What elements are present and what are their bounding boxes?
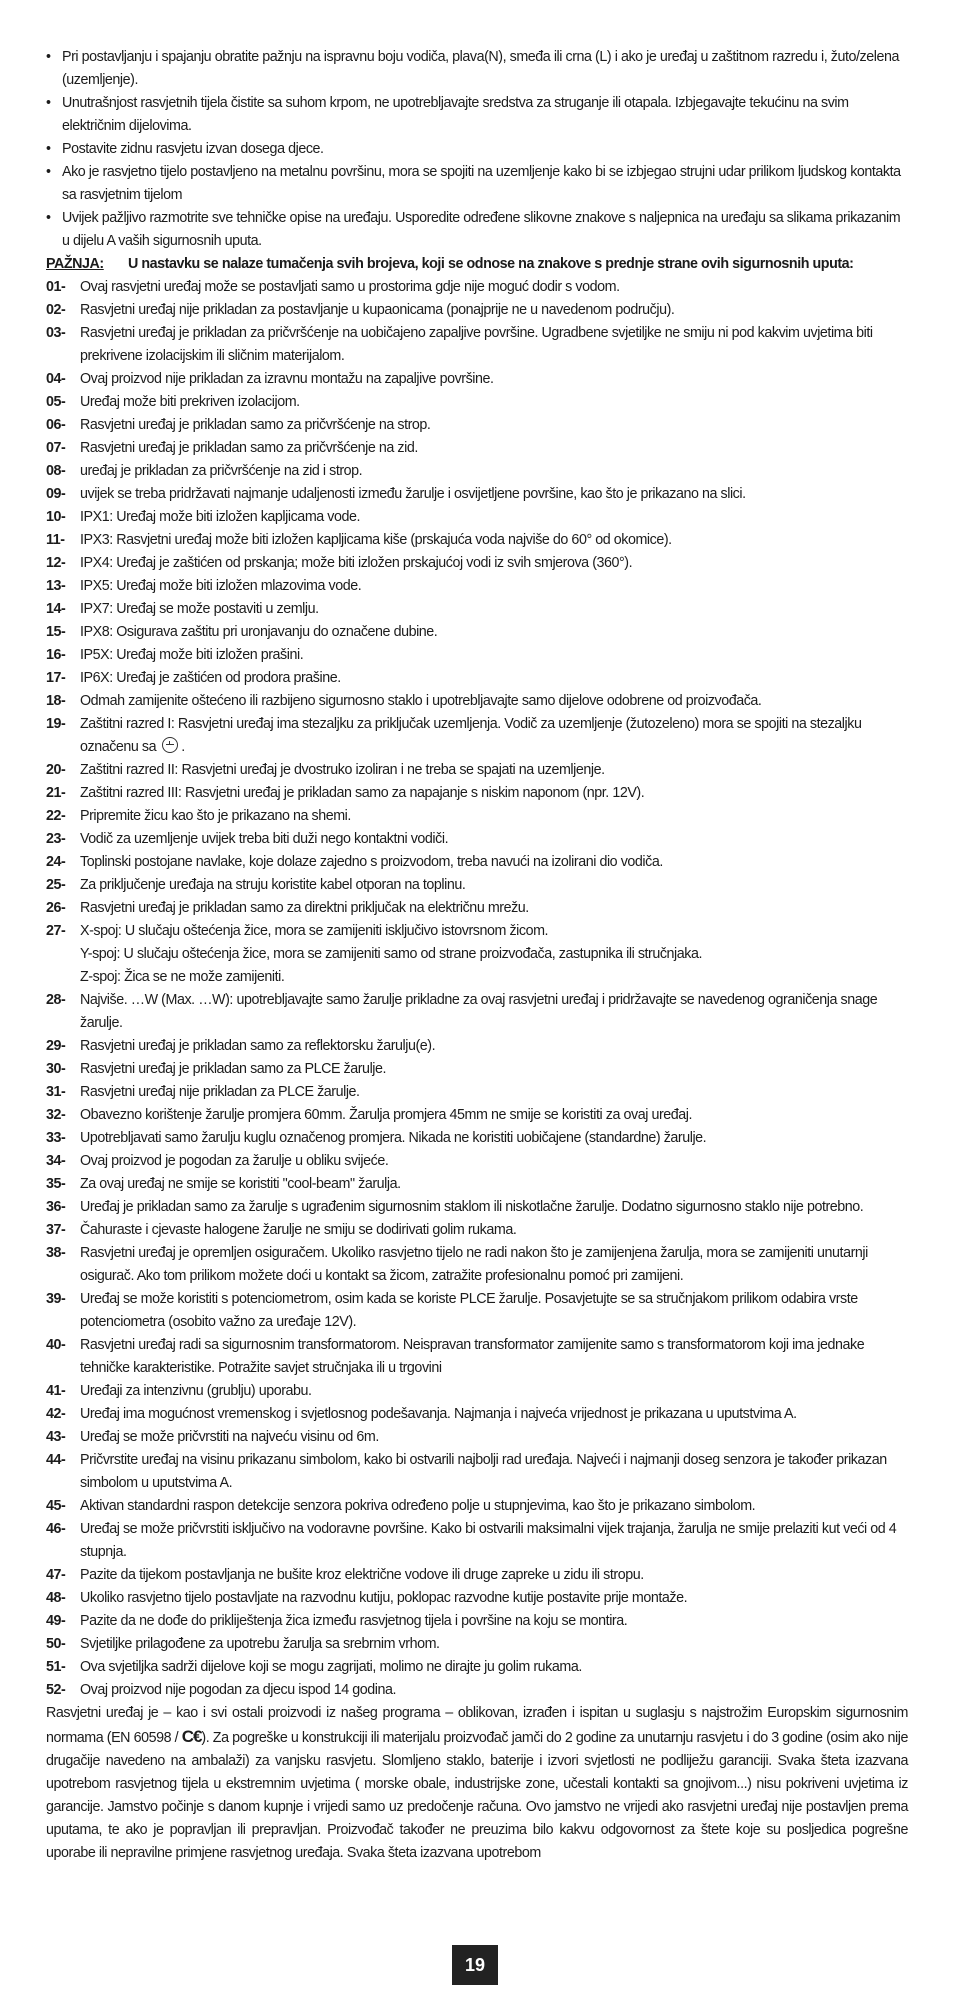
item-number: 47- xyxy=(46,1567,66,1583)
item-text: Uređaj se može koristiti s potenciometrom, osim kada se koriste PLCE žarulje. Posavjetujte se sa stručnjakom prilikom odabira vrste potenciometra (osobito važno za uređaje 12V). xyxy=(80,1291,858,1330)
item-text: X-spoj: U slučaju oštećenja žice, mora se zamijeniti isključivo istovrsnom žicom. xyxy=(80,923,549,939)
numbered-item xyxy=(46,391,908,414)
item-number: 34- xyxy=(46,1153,66,1169)
item-text: Ova svjetiljka sadrži dijelove koji se mogu zagrijati, molimo ne dirajte ju golim rukama. xyxy=(80,1659,582,1675)
item-text: Uređaj je prikladan samo za žarulje s ugrađenim sigurnosnim staklom ili niskotlačne žarulje. Dodatno sigurnosno staklo nije potrebno. xyxy=(80,1199,864,1215)
item-text: Upotrebljavati samo žarulju kuglu označenog promjera. Nikada ne koristiti uobičajene (standardne) žarulje. xyxy=(80,1130,707,1146)
item-text: Uređaj se može pričvrstiti na najveću visinu od 6m. xyxy=(80,1429,379,1445)
numbered-item xyxy=(46,552,908,575)
numbered-item xyxy=(46,437,908,460)
item-number: 51- xyxy=(46,1659,66,1675)
numbered-item xyxy=(46,1219,908,1242)
numbered-item xyxy=(46,1173,908,1196)
item-number: 21- xyxy=(46,785,66,801)
numbered-item xyxy=(46,483,908,506)
numbered-item xyxy=(46,1380,908,1403)
bullet-dot-icon: • xyxy=(46,95,51,111)
item-number: 36- xyxy=(46,1199,66,1215)
item-text: uređaj je prikladan za pričvršćenje na zid i strop. xyxy=(80,463,363,479)
item-number: 06- xyxy=(46,417,66,433)
item-number: 02- xyxy=(46,302,66,318)
item-number: 11- xyxy=(46,532,65,548)
item-text: IPX8: Osigurava zaštitu pri uronjavanju do označene dubine. xyxy=(80,624,438,640)
item-number: 07- xyxy=(46,440,66,456)
item-number: 27- xyxy=(46,923,66,939)
document-page xyxy=(46,46,908,1865)
item-text: Rasvjetni uređaj je prikladan samo za direktni priključak na električnu mrežu. xyxy=(80,900,529,916)
item-number: 20- xyxy=(46,762,66,778)
bullet-text: Ako je rasvjetno tijelo postavljeno na metalnu površinu, mora se spojiti na uzemljenje kako bi se izbjegao strujni udar prilikom ljudskog kontakta sa rasvjetnim tijelom xyxy=(62,164,901,203)
numbered-item xyxy=(46,1679,908,1702)
warranty-text-start: Rasvjetni uređaj je – kao i svi ostali proizvodi iz našeg programa – oblikovan, izrađen i ispitan u suglasju s najstrožim Europskim sigurnosnim normama (EN 60598 / xyxy=(46,1705,908,1746)
ce-mark-icon: C€ xyxy=(181,1727,202,1746)
item-number: 28- xyxy=(46,992,66,1008)
item-number: 17- xyxy=(46,670,66,686)
item-number: 52- xyxy=(46,1682,66,1698)
item-text: Zaštitni razred III: Rasvjetni uređaj je prikladan samo za napajanje s niskim naponom (npr. 12V). xyxy=(80,785,645,801)
ground-symbol-icon xyxy=(162,737,178,753)
item-text: IPX3: Rasvjetni uređaj može biti izložen kapljicama kiše (prskajuća voda najviše do 60° od okomice). xyxy=(80,532,672,548)
item-text: Zaštitni razred II: Rasvjetni uređaj je dvostruko izoliran i ne treba se spajati na uzemljenje. xyxy=(80,762,605,778)
numbered-item xyxy=(46,598,908,621)
item-text: Ovaj proizvod je pogodan za žarulje u obliku svijeće. xyxy=(80,1153,389,1169)
item-number: 49- xyxy=(46,1613,66,1629)
item-number: 26- xyxy=(46,900,66,916)
item-text: Uređaj se može pričvrstiti isključivo na vodoravne površine. Kako bi ostvarili maksimalni vijek trajanja, žarulja ne smije prelaziti kut veći od 4 stupnja. xyxy=(80,1521,897,1560)
numbered-item xyxy=(46,805,908,828)
numbered-item xyxy=(46,644,908,667)
bullet-item xyxy=(46,92,908,138)
item-number: 37- xyxy=(46,1222,66,1238)
numbered-item xyxy=(46,506,908,529)
warning-label: PAŽNJA: xyxy=(46,256,104,272)
numbered-item xyxy=(46,1564,908,1587)
numbered-item xyxy=(46,1081,908,1104)
numbered-item xyxy=(46,1127,908,1150)
item-text: Ovaj proizvod nije prikladan za izravnu montažu na zapaljive površine. xyxy=(80,371,494,387)
item-text: Uređaj ima mogućnost vremenskog i svjetlosnog podešavanja. Najmanja i najveća vrijednost je prikazana u uputstvima A. xyxy=(80,1406,797,1422)
item-number: 46- xyxy=(46,1521,66,1537)
item-number: 14- xyxy=(46,601,66,617)
item-text: Za priključenje uređaja na struju koristite kabel otporan na toplinu. xyxy=(80,877,466,893)
item-number: 39- xyxy=(46,1291,66,1307)
item-number: 33- xyxy=(46,1130,66,1146)
item-number: 29- xyxy=(46,1038,66,1054)
item-number: 45- xyxy=(46,1498,66,1514)
item-suffix: . xyxy=(181,739,185,755)
numbered-item xyxy=(46,368,908,391)
numbered-item xyxy=(46,299,908,322)
numbered-item xyxy=(46,897,908,920)
numbered-item xyxy=(46,1495,908,1518)
item-text: IPX4: Uređaj je zaštićen od prskanja; može biti izložen prskajućoj vodi iz svih smjerova (360°). xyxy=(80,555,633,571)
item-text: Pripremite žicu kao što je prikazano na shemi. xyxy=(80,808,351,824)
item-number: 24- xyxy=(46,854,66,870)
item-number: 30- xyxy=(46,1061,66,1077)
numbered-item xyxy=(46,1610,908,1633)
numbered-item xyxy=(46,782,908,805)
numbered-item xyxy=(46,1587,908,1610)
numbered-item xyxy=(46,667,908,690)
item-number: 50- xyxy=(46,1636,66,1652)
numbered-item xyxy=(46,1518,908,1564)
item-number: 09- xyxy=(46,486,66,502)
numbered-item xyxy=(46,759,908,782)
item-subline: Z-spoj: Žica se ne može zamijeniti. xyxy=(80,969,285,985)
item-text: Obavezno korištenje žarulje promjera 60mm. Žarulja promjera 45mm ne smije se koristiti za ovaj uređaj. xyxy=(80,1107,693,1123)
numbered-item xyxy=(46,1058,908,1081)
item-text: Rasvjetni uređaj je prikladan samo za PLCE žarulje. xyxy=(80,1061,387,1077)
numbered-item xyxy=(46,1449,908,1495)
item-text: Pazite da tijekom postavljanja ne bušite kroz električne vodove ili druge zapreke u zidu ili stropu. xyxy=(80,1567,644,1583)
item-number: 18- xyxy=(46,693,66,709)
item-number: 38- xyxy=(46,1245,66,1261)
item-number: 44- xyxy=(46,1452,66,1468)
numbered-items-list xyxy=(46,276,908,1702)
item-text: IPX5: Uređaj može biti izložen mlazovima vode. xyxy=(80,578,362,594)
bullet-text: Postavite zidnu rasvjetu izvan dosega djece. xyxy=(62,141,324,157)
numbered-item xyxy=(46,414,908,437)
numbered-item xyxy=(46,690,908,713)
item-text: IP6X: Uređaj je zaštićen od prodora prašine. xyxy=(80,670,341,686)
numbered-item xyxy=(46,1656,908,1679)
numbered-item xyxy=(46,874,908,897)
numbered-item xyxy=(46,575,908,598)
bullet-text: Unutrašnjost rasvjetnih tijela čistite sa suhom krpom, ne upotrebljavajte sredstva za struganje ili otapala. Izbjegavajte tekućinu na svim električnim dijelovima. xyxy=(62,95,849,134)
item-text: Rasvjetni uređaj radi sa sigurnosnim transformatorom. Neispravan transformator zamijenite samo s transformatorom koji ima jednake tehničke karakteristike. Potražite savjet stručnjaka ili u trgovini xyxy=(80,1337,865,1376)
item-text: Rasvjetni uređaj nije prikladan za postavljanje u kupaonicama (ponajprije ne u navedenom području). xyxy=(80,302,675,318)
item-text: Najviše. …W (Max. …W): upotrebljavajte samo žarulje prikladne za ovaj rasvjetni uređaj i pridržavajte se navedenog ograničenja snage žarulje. xyxy=(80,992,878,1031)
item-number: 10- xyxy=(46,509,66,525)
item-number: 32- xyxy=(46,1107,66,1123)
numbered-item xyxy=(46,1288,908,1334)
item-text: Aktivan standardni raspon detekcije senzora pokriva određeno polje u stupnjevima, kao što je prikazano simbolom. xyxy=(80,1498,756,1514)
item-number: 42- xyxy=(46,1406,66,1422)
safety-bullets xyxy=(46,46,908,253)
numbered-item xyxy=(46,460,908,483)
numbered-item xyxy=(46,828,908,851)
numbered-item xyxy=(46,989,908,1035)
page-number: 19 xyxy=(452,1945,498,1985)
item-text: Rasvjetni uređaj je prikladan samo za reflektorsku žarulju(e). xyxy=(80,1038,436,1054)
item-text: uvijek se treba pridržavati najmanje udaljenosti između žarulje i osvijetljene površine, kao što je prikazano na slici. xyxy=(80,486,746,502)
numbered-item xyxy=(46,851,908,874)
item-number: 05- xyxy=(46,394,66,410)
numbered-item xyxy=(46,1196,908,1219)
item-text: Za ovaj uređaj ne smije se koristiti "cool-beam" žarulja. xyxy=(80,1176,401,1192)
bullet-item xyxy=(46,138,908,161)
numbered-item xyxy=(46,1035,908,1058)
numbered-item xyxy=(46,1104,908,1127)
bullet-item xyxy=(46,46,908,92)
numbered-item xyxy=(46,1150,908,1173)
numbered-item xyxy=(46,1403,908,1426)
item-text: Toplinski postojane navlake, koje dolaze zajedno s proizvodom, treba navući na izolirani dio vodiča. xyxy=(80,854,663,870)
numbered-item xyxy=(46,713,908,759)
item-text: Rasvjetni uređaj je opremljen osiguračem. Ukoliko rasvjetno tijelo ne radi nakon što je zamijenjena žarulja, mora se zamijeniti unutarnji osigurač. Ako tom prilikom možete doći u kontakt sa žicom, zatražite profesionalnu pomoć pri zamijeni. xyxy=(80,1245,868,1284)
item-number: 43- xyxy=(46,1429,66,1445)
item-number: 19- xyxy=(46,716,66,732)
item-text: IPX7: Uređaj se može postaviti u zemlju. xyxy=(80,601,319,617)
numbered-item xyxy=(46,1334,908,1380)
item-text: Odmah zamijenite oštećeno ili razbijeno sigurnosno staklo i upotrebljavajte samo dijelove odobrene od proizvođača. xyxy=(80,693,762,709)
item-text: Rasvjetni uređaj nije prikladan za PLCE žarulje. xyxy=(80,1084,360,1100)
item-text: Rasvjetni uređaj je prikladan za pričvršćenje na uobičajeno zapaljive površine. Ugradbene svjetiljke ne smiju ni pod kakvim uvjetima biti prekrivene izolacijskim ili sličnim materijalom. xyxy=(80,325,873,364)
item-number: 40- xyxy=(46,1337,66,1353)
item-number: 25- xyxy=(46,877,66,893)
item-text: IPX1: Uređaj može biti izložen kapljicama vode. xyxy=(80,509,361,525)
item-number: 03- xyxy=(46,325,66,341)
item-text: Uređaji za intenzivnu (grublju) uporabu. xyxy=(80,1383,312,1399)
item-number: 08- xyxy=(46,463,66,479)
warning-heading xyxy=(46,253,908,276)
warranty-paragraph xyxy=(46,1702,908,1865)
numbered-item xyxy=(46,920,908,989)
item-number: 15- xyxy=(46,624,66,640)
item-number: 41- xyxy=(46,1383,66,1399)
warranty-text-rest: ). Za pogreške u konstrukciji ili materijalu proizvođač jamči do 2 godine za unutarnju rasvjetu i do 3 godine (osim ako nije drugačije navedeno na ambalaži) za vanjsku rasvjetu. Slomljeno staklo, baterije i izvori svjetlosti ne podliježu garanciji. Svaka šteta izazvana upotrebom rasvjetnog tijela u ekstremnim uvjetima ( morske obale, industrijske zone, učestali kontakti sa gnojivom...) nisu pokriveni uvjetima iz garancije. Jamstvo počinje s danom kupnje i vrijedi samo uz predočenje računa. Ovo jamstvo ne vrijedi ako rasvjetni uređaj nije postavljen prema uputama, te ako je popravljan ili prepravljan. Proizvođač također ne preuzima bilo kakvu odgovornost za štete koje su posljedica pogrešne uporabe ili nepravilne primjene rasvjetnog uređaja. Svaka šteta izazvana upotrebom xyxy=(46,1730,908,1861)
item-number: 31- xyxy=(46,1084,66,1100)
item-subline: Y-spoj: U slučaju oštećenja žice, mora se zamijeniti samo od strane proizvođača, zastupnika ili stručnjaka. xyxy=(80,946,703,962)
item-text: Rasvjetni uređaj je prikladan samo za pričvršćenje na zid. xyxy=(80,440,418,456)
item-text: Rasvjetni uređaj je prikladan samo za pričvršćenje na strop. xyxy=(80,417,431,433)
item-text: Ukoliko rasvjetno tijelo postavljate na razvodnu kutiju, poklopac razvodne kutije postavite prije montaže. xyxy=(80,1590,688,1606)
item-number: 23- xyxy=(46,831,66,847)
item-number: 12- xyxy=(46,555,66,571)
bullet-item xyxy=(46,207,908,253)
item-number: 35- xyxy=(46,1176,66,1192)
bullet-text: Pri postavljanju i spajanju obratite pažnju na ispravnu boju vodiča, plava(N), smeđa ili crna (L) i ako je uređaj u zaštitnom razredu i, žuto/zelena (uzemljenje). xyxy=(62,49,899,88)
item-number: 01- xyxy=(46,279,66,295)
bullet-dot-icon: • xyxy=(46,141,51,157)
item-text: Pazite da ne dođe do prikliještenja žica između rasvjetnog tijela i površine na koju se montira. xyxy=(80,1613,628,1629)
item-number: 04- xyxy=(46,371,66,387)
numbered-item xyxy=(46,621,908,644)
numbered-item xyxy=(46,1426,908,1449)
item-text: Svjetiljke prilagođene za upotrebu žarulja sa srebrnim vrhom. xyxy=(80,1636,440,1652)
numbered-item xyxy=(46,1242,908,1288)
numbered-item xyxy=(46,529,908,552)
numbered-item xyxy=(46,276,908,299)
bullet-text: Uvijek pažljivo razmotrite sve tehničke opise na uređaju. Usporedite određene slikovne znakove s naljepnica na uređaju sa slikama prikazanim u dijelu A vaših sigurnosnih uputa. xyxy=(62,210,901,249)
item-text: Ovaj rasvjetni uređaj može se postavljati samo u prostorima gdje nije moguć dodir s vodom. xyxy=(80,279,620,295)
bullet-dot-icon: • xyxy=(46,49,51,65)
item-number: 48- xyxy=(46,1590,66,1606)
bullet-dot-icon: • xyxy=(46,164,51,180)
item-number: 13- xyxy=(46,578,66,594)
numbered-item xyxy=(46,1633,908,1656)
bullet-item xyxy=(46,161,908,207)
item-text: Pričvrstite uređaj na visinu prikazanu simbolom, kako bi ostvarili najbolji rad uređaja. Najveći i najmanji doseg senzora je također prikazan simbolom u uputstvima A. xyxy=(80,1452,887,1491)
item-text: IP5X: Uređaj može biti izložen prašini. xyxy=(80,647,304,663)
item-text: Zaštitni razred I: Rasvjetni uređaj ima stezaljku za priključak uzemljenja. Vodič za uzemljenje (žutozeleno) mora se spojiti na stezaljku označenu sa xyxy=(80,716,862,755)
item-number: 16- xyxy=(46,647,66,663)
item-text: Ovaj proizvod nije pogodan za djecu ispod 14 godina. xyxy=(80,1682,396,1698)
item-number: 22- xyxy=(46,808,66,824)
bullet-dot-icon: • xyxy=(46,210,51,226)
item-text: Uređaj može biti prekriven izolacijom. xyxy=(80,394,300,410)
item-text: Vodič za uzemljenje uvijek treba biti duži nego kontaktni vodiči. xyxy=(80,831,449,847)
numbered-item xyxy=(46,322,908,368)
warning-text: U nastavku se nalaze tumačenja svih brojeva, koji se odnose na znakove s prednje strane ovih sigurnosnih uputa: xyxy=(128,256,854,272)
item-text: Čahuraste i cjevaste halogene žarulje ne smiju se dodirivati golim rukama. xyxy=(80,1222,517,1238)
